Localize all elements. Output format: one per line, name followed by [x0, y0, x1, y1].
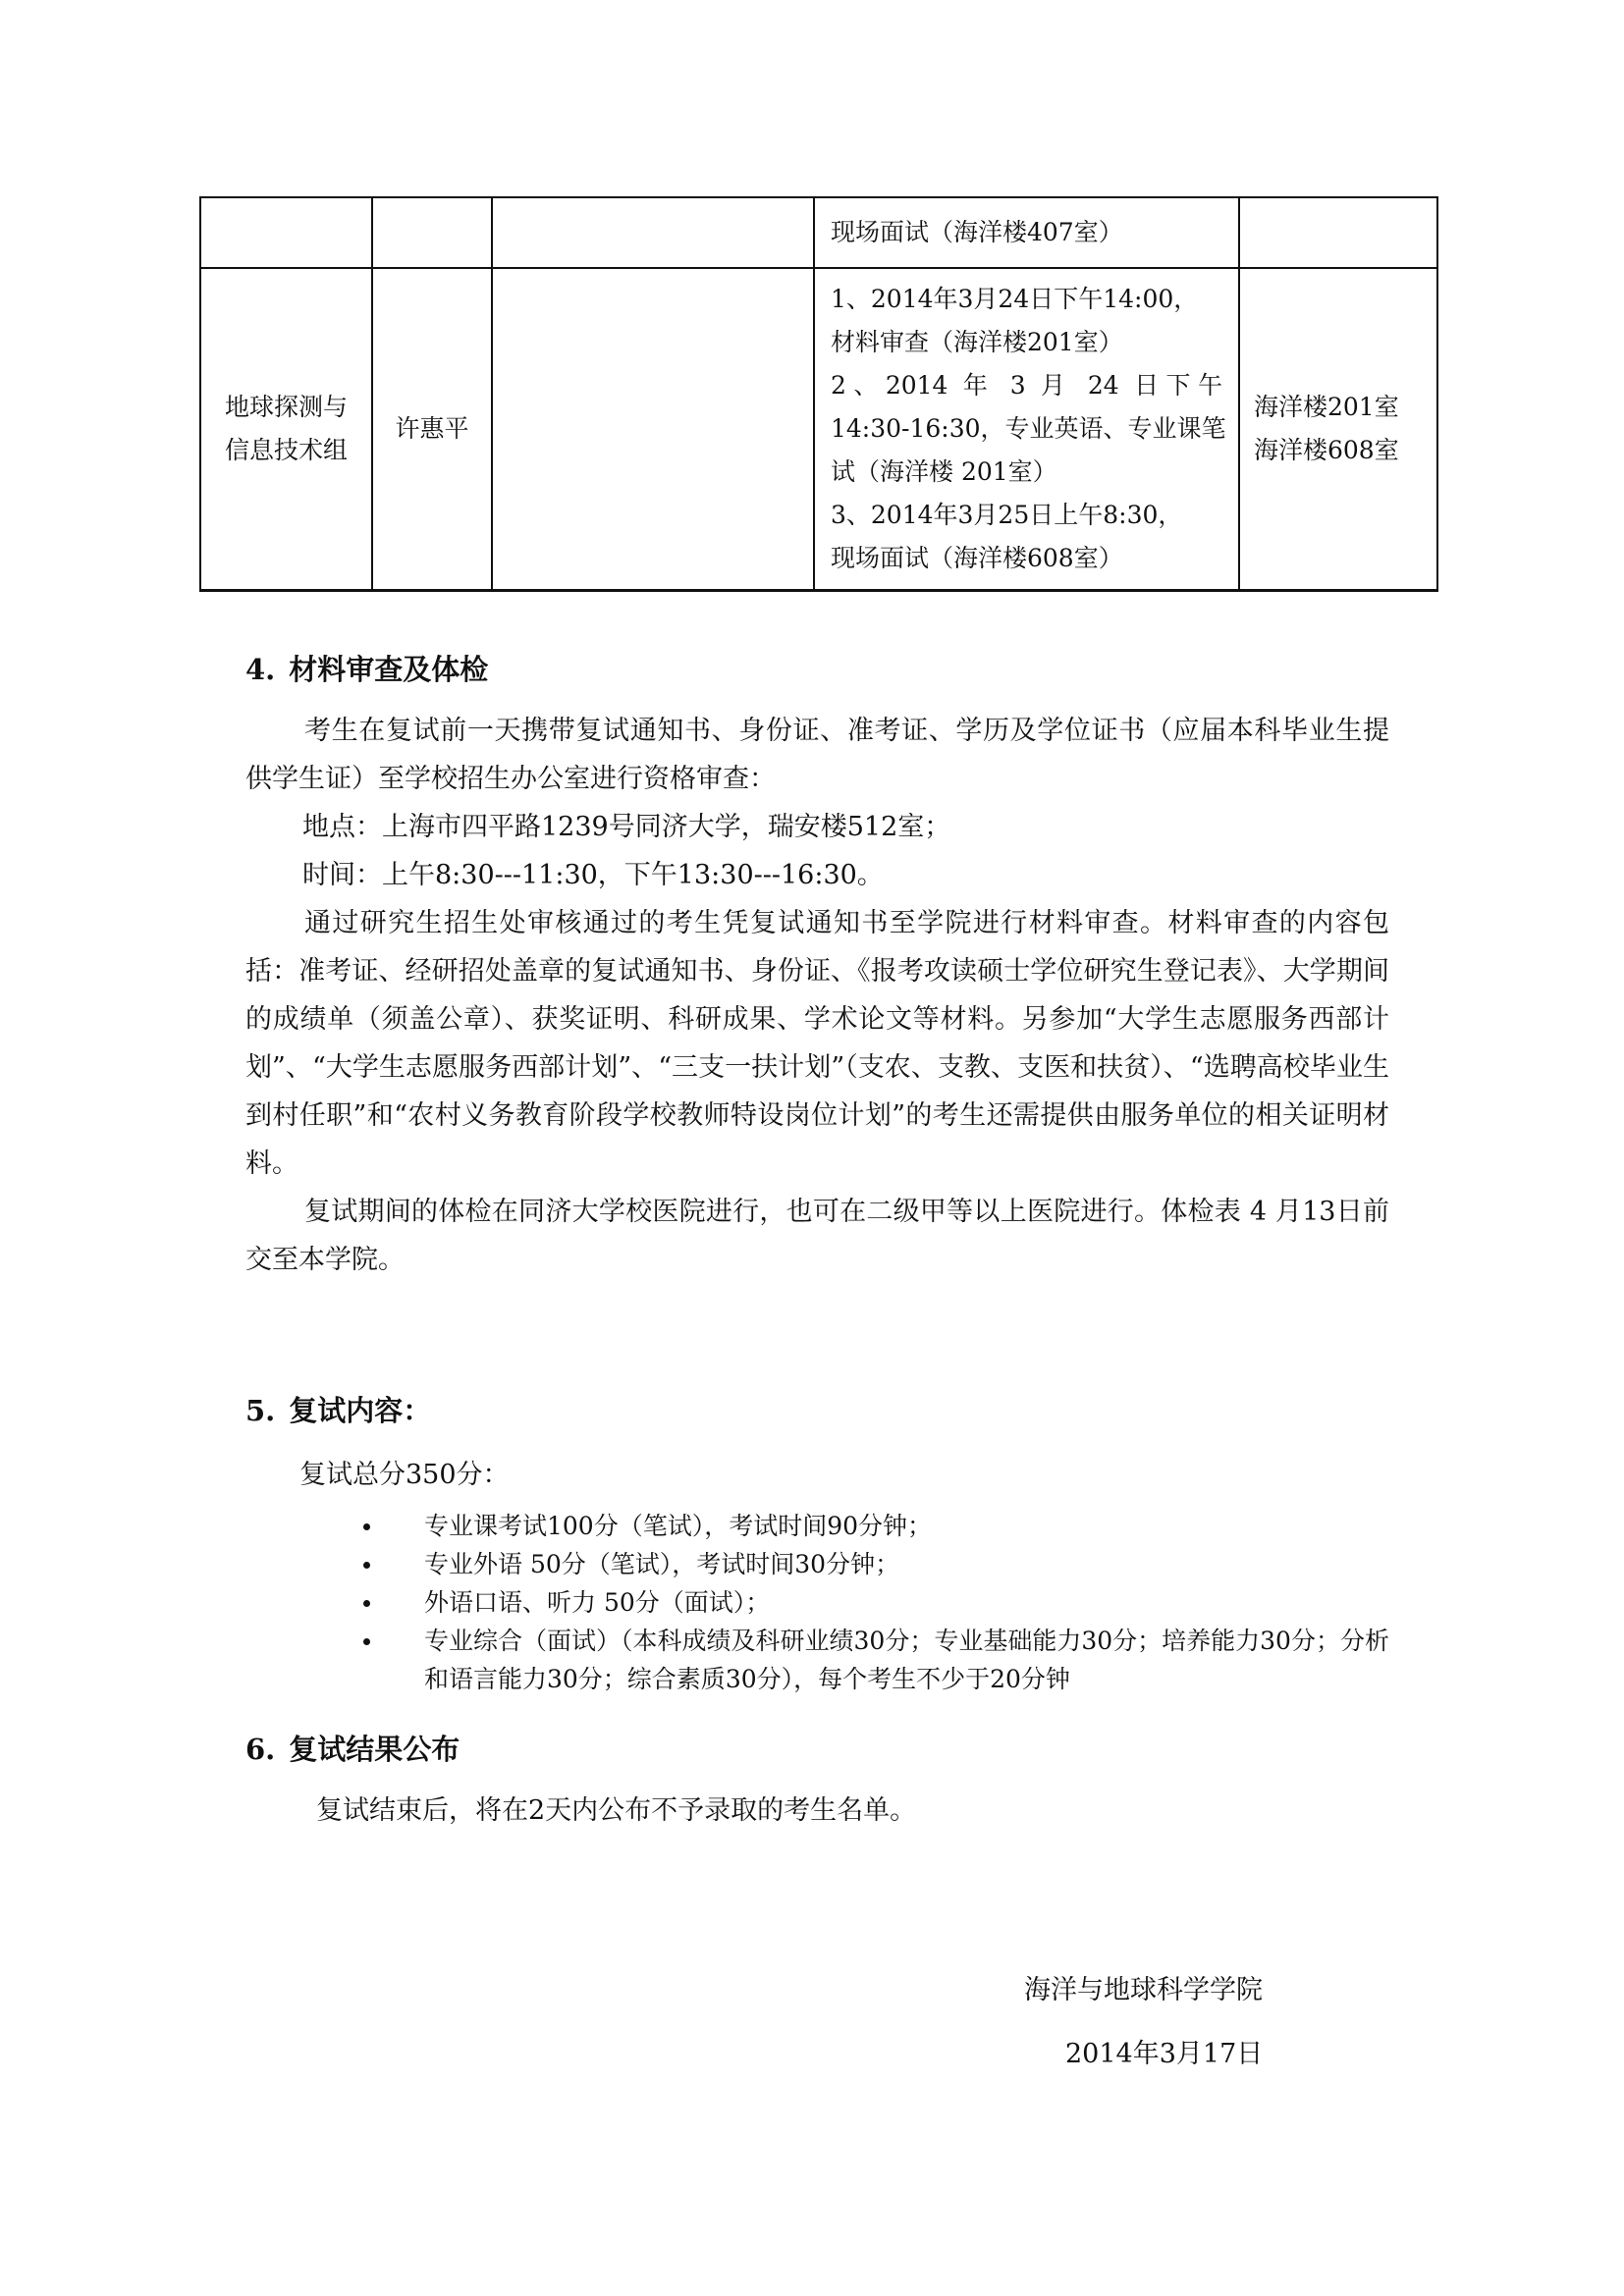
schedule-line: 1、2014年3月24日下午14:00，: [831, 285, 1199, 313]
table-row: [200, 197, 1437, 268]
schedule-line: 现场面试（海洋楼608室）: [831, 544, 1123, 572]
section-number: 6.: [245, 1733, 276, 1766]
place-cell: [1239, 268, 1437, 591]
list-item-text: 专业课考试100分（笔试），考试时间90分钟；: [424, 1512, 933, 1540]
signature-date: 2014年3月17日: [1065, 2039, 1264, 2069]
list-item-text: 外语口语、听力 50分（面试）；: [424, 1588, 771, 1617]
section-number: 5.: [245, 1394, 276, 1427]
list-item: [363, 1545, 1394, 1583]
schedule-line: 3、2014年3月25日上午8:30，: [831, 501, 1183, 529]
bullet-icon: [363, 1600, 370, 1607]
group-cell: [200, 197, 372, 268]
members-cell: [492, 197, 814, 268]
total-score: 复试总分350分：: [299, 1460, 510, 1490]
time-line: 时间：上午8:30---11:30，下午13:30---16:30。: [302, 860, 884, 890]
section-title: 复试结果公布: [289, 1733, 460, 1766]
section-4-heading: [245, 648, 488, 688]
bullet-icon: [363, 1638, 370, 1645]
schedule-line: 材料审查（海洋楼201室）: [831, 328, 1123, 356]
members-cell: [492, 268, 814, 591]
place-cell: [1239, 197, 1437, 268]
list-item-text: 专业综合（面试）（本科成绩及科研业绩30分；专业基础能力30分；培养能力30分；分析和语言能力30分；综合素质30分），每个考生不少于20分钟: [424, 1627, 1389, 1693]
section-title: 复试内容：: [289, 1394, 432, 1427]
leader-cell: [372, 197, 492, 268]
bullet-icon: [363, 1562, 370, 1569]
list-item: [363, 1507, 1394, 1545]
bullet-icon: [363, 1523, 370, 1530]
schedule-line: 2、2014 年 3 月 24 日下午: [831, 371, 1222, 400]
place-line: 海洋楼608室: [1254, 436, 1399, 464]
section-5-heading: [245, 1389, 431, 1429]
section-4-body: [245, 707, 1389, 1284]
group-cell: [200, 268, 372, 591]
exam-content-list: [363, 1507, 1394, 1698]
location-line: 地点：上海市四平路1239号同济大学，瑞安楼512室；: [302, 812, 951, 842]
schedule-line: 试（海洋楼 201室）: [831, 457, 1057, 486]
section-number: 4.: [245, 653, 276, 686]
paragraph: 通过研究生招生处审核通过的考生凭复试通知书至学院进行材料审查。材料审查的内容包括：准考证、经研招处盖章的复试通知书、身份证、《报考攻读硕士学位研究生登记表》、大学期间的成绩单（须盖公章）、获奖证明、科研成果、学术论文等材料。另参加“大学生志愿服务西部计划”、“大学生志愿服务西部计划”、“三支一扶计划”（支农、支教、支医和扶贫）、“选聘高校毕业生到村任职”和“农村义务教育阶段学校教师特设岗位计划”的考生还需提供由服务单位的相关证明材料。: [245, 908, 1389, 1179]
section-title: 材料审查及体检: [289, 653, 489, 686]
group-name-line: 信息技术组: [224, 436, 348, 464]
signature-organization: 海洋与地球科学学院: [1024, 1975, 1263, 2005]
list-item: [363, 1583, 1394, 1622]
schedule-line: 现场面试（海洋楼407室）: [831, 218, 1123, 246]
result-announcement: 复试结束后，将在2天内公布不予录取的考生名单。: [316, 1795, 917, 1826]
list-item-text: 专业外语 50分（笔试），考试时间30分钟；: [424, 1550, 900, 1578]
group-name-line: 地球探测与: [224, 393, 348, 421]
schedule-cell: [814, 197, 1239, 268]
place-line: 海洋楼201室: [1254, 393, 1399, 421]
section-6-heading: [245, 1728, 460, 1768]
list-item: [363, 1622, 1394, 1698]
schedule-line: 14:30-16:30，专业英语、专业课笔: [831, 414, 1226, 443]
schedule-cell: [814, 268, 1239, 591]
leader-cell: 许惠平: [372, 268, 492, 591]
table-row: [200, 268, 1437, 591]
interview-schedule-table: [199, 196, 1438, 592]
paragraph: 考生在复试前一天携带复试通知书、身份证、准考证、学历及学位证书（应届本科毕业生提供学生证）至学校招生办公室进行资格审查：: [245, 716, 1389, 794]
paragraph: 复试期间的体检在同济大学校医院进行，也可在二级甲等以上医院进行。体检表 4 月13日前交至本学院。: [245, 1197, 1389, 1275]
